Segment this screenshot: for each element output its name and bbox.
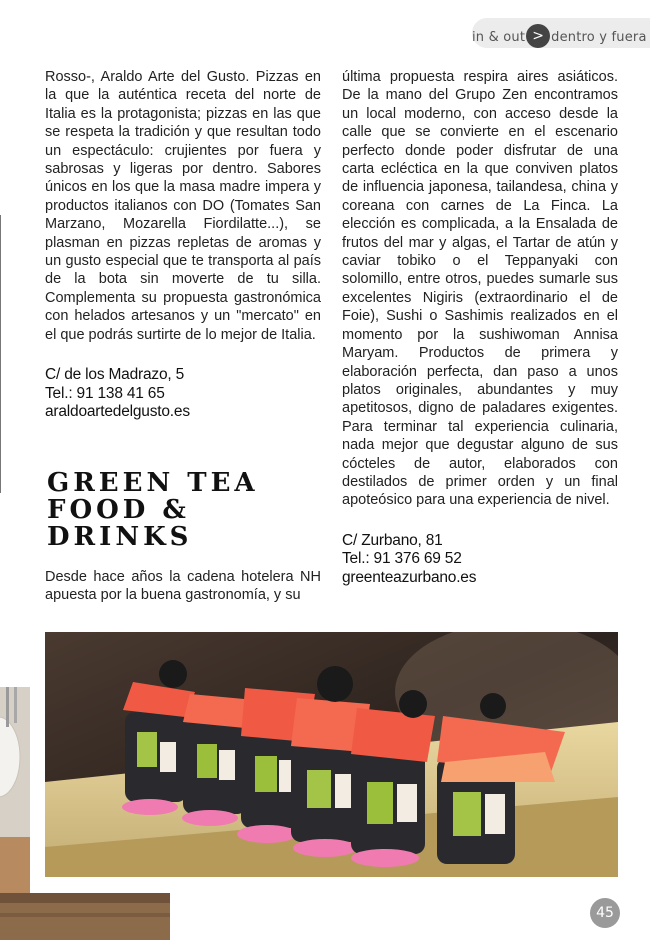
green-tea-heading xyxy=(47,470,259,551)
right-column-text: última propuesta respira aires asiáticos. De la mano del Grupo Zen encontramos un local moderno, con acceso desde la calle que se convierte en el escenario perfecto donde poder disfrutar de una carta ecléctica en la que conviven platos de influencia japonesa, tailandesa, china y coreana con carnes de La Finca. La elección es complicada, a la Ensalada de frutos del mar y algas, el Tartar de atún y caviar tobiko o el Teppanyaki con solomillo, entre otros, puedes sumarle sus excelentes Nigiris (extraordinario el de Foie), Sushi o Sashimis realizados en el momento por la sushiwoman Annisa Maryam. Productos de primera y elaboración perfecta, dan paso a unos platos originales, abundantes y muy apetitosos, digno de paladares exigentes. Para terminar tal experiencia culinaria, nada mejor que degustar alguno de sus cócteles de autor, elaborados con destilados de primer orden y un final apoteósico para una experiencia de nivel. xyxy=(342,69,618,509)
left-column-text: Rosso-, Araldo Arte del Gusto. Pizzas en la que la auténtica receta del norte de Italia es la protagonista; pizzas en las que se respeta la tradición y que resultan todo un espectáculo: crujientes por fuera y sabrosas y ligeras por dentro. Sabores únicos en los que la masa madre impera y productos italianos con DO (Tomates San Marzano, Mozarella Fiordilatte...), se plasman en pizzas repletas de aromas y un gusto especial que te transporta al país de la bota sin moverte de tu silla. Complementa su propuesta gastronómica con helados artesanos y un "mercato" en el que podrás surtirte de lo mejor de Italia. xyxy=(45,69,321,343)
green-tea-website-link[interactable]: greenteazurbano.es xyxy=(342,568,477,586)
heading-line-3: DRINKS xyxy=(47,522,193,552)
araldo-website-link[interactable]: araldoartedelgusto.es xyxy=(45,402,190,420)
section-label xyxy=(472,25,647,49)
left-column xyxy=(45,68,321,421)
heading-line-1: GREEN TEA xyxy=(47,468,259,498)
bottom-table-strip xyxy=(0,893,170,940)
left-margin-rule xyxy=(0,215,1,493)
section-arrow-icon: > xyxy=(526,24,550,48)
araldo-phone[interactable]: Tel.: 91 138 41 65 xyxy=(45,384,165,402)
green-tea-phone[interactable]: Tel.: 91 376 69 52 xyxy=(342,550,462,568)
heading-line-2: FOOD & xyxy=(47,495,190,525)
araldo-contact xyxy=(45,366,321,421)
page-number-badge: 45 xyxy=(590,898,620,928)
green-tea-address: C/ Zurbano, 81 xyxy=(342,531,443,549)
section-label-in-out: in & out xyxy=(472,30,526,45)
right-column xyxy=(342,68,618,587)
section-label-dentro-fuera: dentro y fuera xyxy=(551,30,647,45)
sushi-photo xyxy=(45,632,618,877)
araldo-address: C/ de los Madrazo, 5 xyxy=(45,366,185,384)
green-tea-intro: Desde hace años la cadena hotelera NH apuesta por la buena gastronomía, y su xyxy=(45,569,321,604)
green-tea-contact xyxy=(342,532,618,587)
sushi-roll xyxy=(351,690,435,867)
